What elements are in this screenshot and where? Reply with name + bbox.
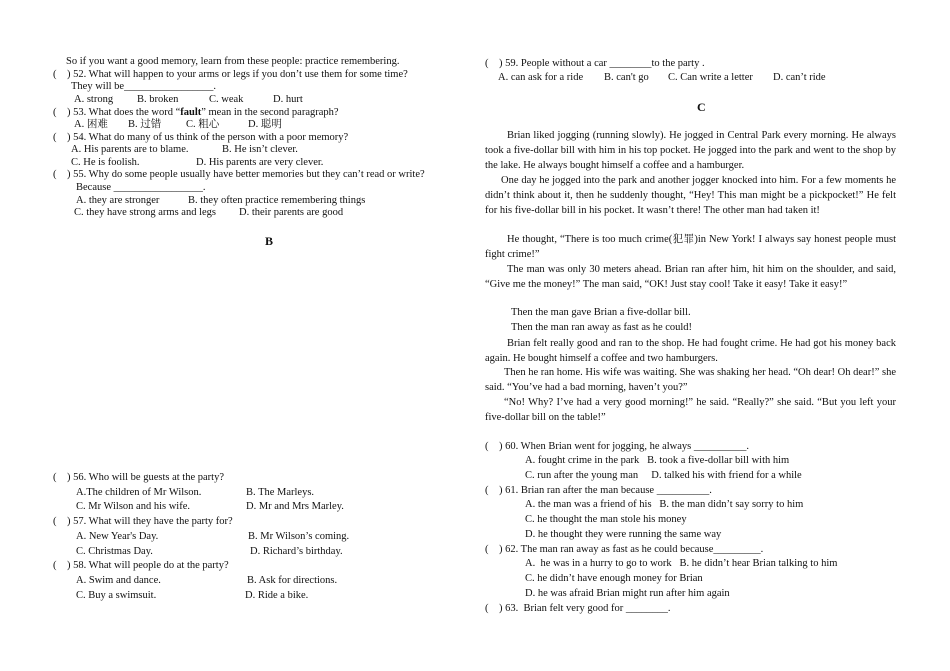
q55-option-b: B. they often practice remembering things	[188, 195, 366, 206]
q56-option-a: A.The children of Mr Wilson.	[76, 487, 202, 498]
q57-option-b: B. Mr Wilson’s coming.	[248, 531, 350, 542]
q53-stem-post: ” mean in the second paragraph?	[201, 107, 339, 118]
question-63: ( ) 63. Brian felt very good for ________.	[485, 603, 671, 614]
passage-paragraph-5: Then the man gave Brian a five-dollar bill.	[511, 307, 691, 318]
q58-option-b: B. Ask for directions.	[247, 575, 338, 586]
q62-options-ab: A. he was in a hurry to go to work B. he didn’t hear Brian talking to him	[525, 558, 838, 569]
q62-option-c: C. he didn’t have enough money for Brian	[525, 573, 703, 584]
passage-paragraph-9: “No! Why? I’ve had a very good morning!” he said. “Really?” she said. “But you left your five-dollar bill on the table!”	[485, 397, 896, 423]
intro-line: So if you want a good memory, learn from these people: practice remembering.	[66, 56, 400, 67]
q57-option-c: C. Christmas Day.	[76, 546, 153, 557]
q55-option-d: D. their parents are good	[239, 207, 344, 218]
q55-option-c: C. they have strong arms and legs	[74, 207, 217, 218]
question-55-blank: Because _________________.	[76, 182, 206, 193]
q58-option-a: A. Swim and dance.	[76, 575, 161, 586]
q54-option-b: B. He isn’t clever.	[222, 144, 298, 155]
section-b-heading: B	[265, 234, 274, 248]
q59-option-c: C. Can write a letter	[668, 72, 753, 83]
question-52: ( ) 52. What will happen to your arms or legs if you don’t use them for some time?	[53, 69, 408, 80]
q54-option-a: A. His parents are to blame.	[71, 144, 189, 155]
question-59: ( ) 59. People without a car ________to the party .	[485, 58, 705, 69]
q61-options-ab: A. the man was a friend of his B. the man didn’t say sorry to him	[525, 499, 804, 510]
question-56: ( ) 56. Who will be guests at the party?	[53, 472, 224, 483]
q53-option-d: D. 聪明	[248, 119, 282, 130]
q53-option-a: A. 困难	[74, 119, 108, 130]
passage-paragraph-8: Then he ran home. His wife was waiting. She was shaking her head. “Oh dear! Oh dear!” she said. “You’ve had a bad morning, haven’t you?”	[485, 367, 896, 393]
question-60: ( ) 60. When Brian went for jogging, he always __________.	[485, 441, 750, 452]
q57-option-d: D. Richard’s birthday.	[250, 546, 343, 557]
question-55: ( ) 55. Why do some people usually have better memories but they can’t read or write?	[53, 169, 425, 180]
passage-paragraph-4: The man was only 30 meters ahead. Brian ran after him, hit him on the shoulder, and said, “Give me the money!” The man said, “OK! Just stay cool! Take it easy! Take it easy!”	[485, 264, 896, 290]
question-52-blank: They will be_________________.	[71, 81, 216, 92]
passage-paragraph-7: Brian felt really good and ran to the shop. He had fought crime. He had got his money back again. He bought himself a coffee and two hamburgers.	[485, 338, 896, 364]
q62-option-d: D. he was afraid Brian might run after him again	[525, 588, 730, 599]
question-57: ( ) 57. What will they have the party for?	[53, 516, 233, 527]
q54-option-c: C. He is foolish.	[71, 157, 140, 168]
q52-option-a: A. strong	[74, 94, 114, 105]
q53-option-b: B. 过错	[128, 119, 162, 130]
passage-paragraph-6: Then the man ran away as fast as he could!	[511, 322, 693, 333]
q55-option-a: A. they are stronger	[76, 195, 160, 206]
question-58: ( ) 58. What will people do at the party?	[53, 560, 229, 571]
q61-option-c: C. he thought the man stole his money	[525, 514, 687, 525]
q57-option-a: A. New Year's Day.	[76, 531, 159, 542]
passage-paragraph-1: Brian liked jogging (running slowly). He jogged in Central Park every morning. He always took a five-dollar bill with him in his top pocket. He jogged into the park and went to the shop by the lake. He always bought himself a coffee and a hamburger.	[485, 130, 896, 171]
passage-paragraph-3: He thought, “There is too much crime(犯罪)in New York! I always say honest people must fight crime!”	[485, 234, 896, 260]
q56-option-b: B. The Marleys.	[246, 487, 315, 498]
question-61: ( ) 61. Brian ran after the man because __________.	[485, 485, 712, 496]
q52-option-b: B. broken	[137, 94, 179, 105]
q59-option-b: B. can't go	[604, 72, 649, 83]
question-62: ( ) 62. The man ran away as fast as he could because_________.	[485, 544, 764, 555]
q53-option-c: C. 粗心	[186, 119, 220, 130]
q53-stem-pre: ( ) 53. What does the word “	[53, 107, 181, 118]
q60-options-cd: C. run after the young man D. talked his with friend for a while	[525, 470, 802, 481]
q56-option-c: C. Mr Wilson and his wife.	[76, 501, 191, 512]
q54-option-d: D. His parents are very clever.	[196, 157, 324, 168]
q59-option-a: A. can ask for a ride	[498, 72, 584, 83]
question-54: ( ) 54. What do many of us think of the person with a poor memory?	[53, 132, 349, 143]
q59-option-d: D. can’t ride	[773, 72, 826, 83]
q60-options-ab: A. fought crime in the park B. took a five-dollar bill with him	[525, 455, 790, 466]
q58-option-c: C. Buy a swimsuit.	[76, 590, 157, 601]
section-c-heading: C	[697, 100, 706, 114]
q52-option-d: D. hurt	[273, 94, 303, 105]
q56-option-d: D. Mr and Mrs Marley.	[246, 501, 344, 512]
q53-keyword: fault	[180, 107, 202, 118]
q61-option-d: D. he thought they were running the same way	[525, 529, 722, 540]
q58-option-d: D. Ride a bike.	[245, 590, 309, 601]
passage-paragraph-2: One day he jogged into the park and another jogger knocked into him. For a few moments he didn’t think about it, then he suddenly thought, “Hey! This man might be a pickpocket!” He felt for his five-dollar bill in his pocket. It wasn’t there! The other man had taken it!	[485, 175, 896, 216]
q52-option-c: C. weak	[209, 94, 244, 105]
